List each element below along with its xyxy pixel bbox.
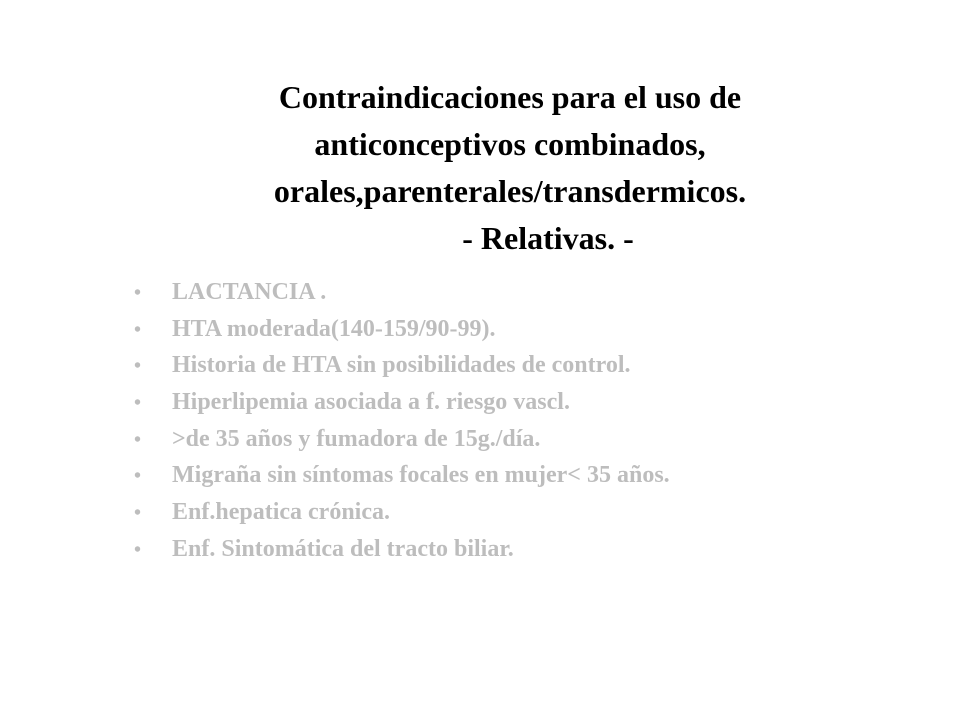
- list-item: [134, 462, 670, 499]
- list-item: [134, 352, 670, 389]
- list-item-text: >de 35 años y fumadora de 15g./día.: [172, 425, 541, 452]
- list-item: [134, 316, 670, 353]
- list-item-text: Migraña sin síntomas focales en mujer< 35 años.: [172, 462, 670, 489]
- bullet-list: [134, 279, 670, 573]
- list-item-text: HTA moderada(140-159/90-99).: [172, 315, 496, 342]
- list-item-text: Historia de HTA sin posibilidades de control.: [172, 352, 631, 379]
- list-item-text: LACTANCIA .: [172, 279, 327, 305]
- bullet-marker: •: [134, 502, 142, 525]
- title-line-1: Contraindicaciones para el uso de: [278, 79, 742, 115]
- bullet-marker: •: [134, 355, 142, 378]
- list-item-text: Enf. Sintomática del tracto biliar.: [172, 535, 514, 562]
- title-line-3: orales,parenterales/transdermicos.: [273, 173, 747, 209]
- list-item: [134, 389, 670, 426]
- list-item: [134, 426, 670, 463]
- list-item: [134, 536, 670, 573]
- bullet-marker: •: [134, 318, 142, 341]
- list-item-text: Hiperlipemia asociada a f. riesgo vascl.: [172, 389, 570, 416]
- bullet-marker: •: [134, 538, 142, 561]
- list-item-text: Enf.hepatica crónica.: [172, 499, 390, 526]
- bullet-marker: •: [134, 465, 142, 488]
- bullet-marker: •: [134, 392, 142, 415]
- slide-title: [190, 74, 830, 262]
- title-line-2: anticonceptivos combinados,: [314, 126, 706, 162]
- title-line-4: - Relativas. -: [462, 220, 634, 256]
- bullet-marker: •: [134, 282, 142, 304]
- bullet-marker: •: [134, 428, 142, 451]
- list-item: [134, 279, 670, 316]
- list-item: [134, 499, 670, 536]
